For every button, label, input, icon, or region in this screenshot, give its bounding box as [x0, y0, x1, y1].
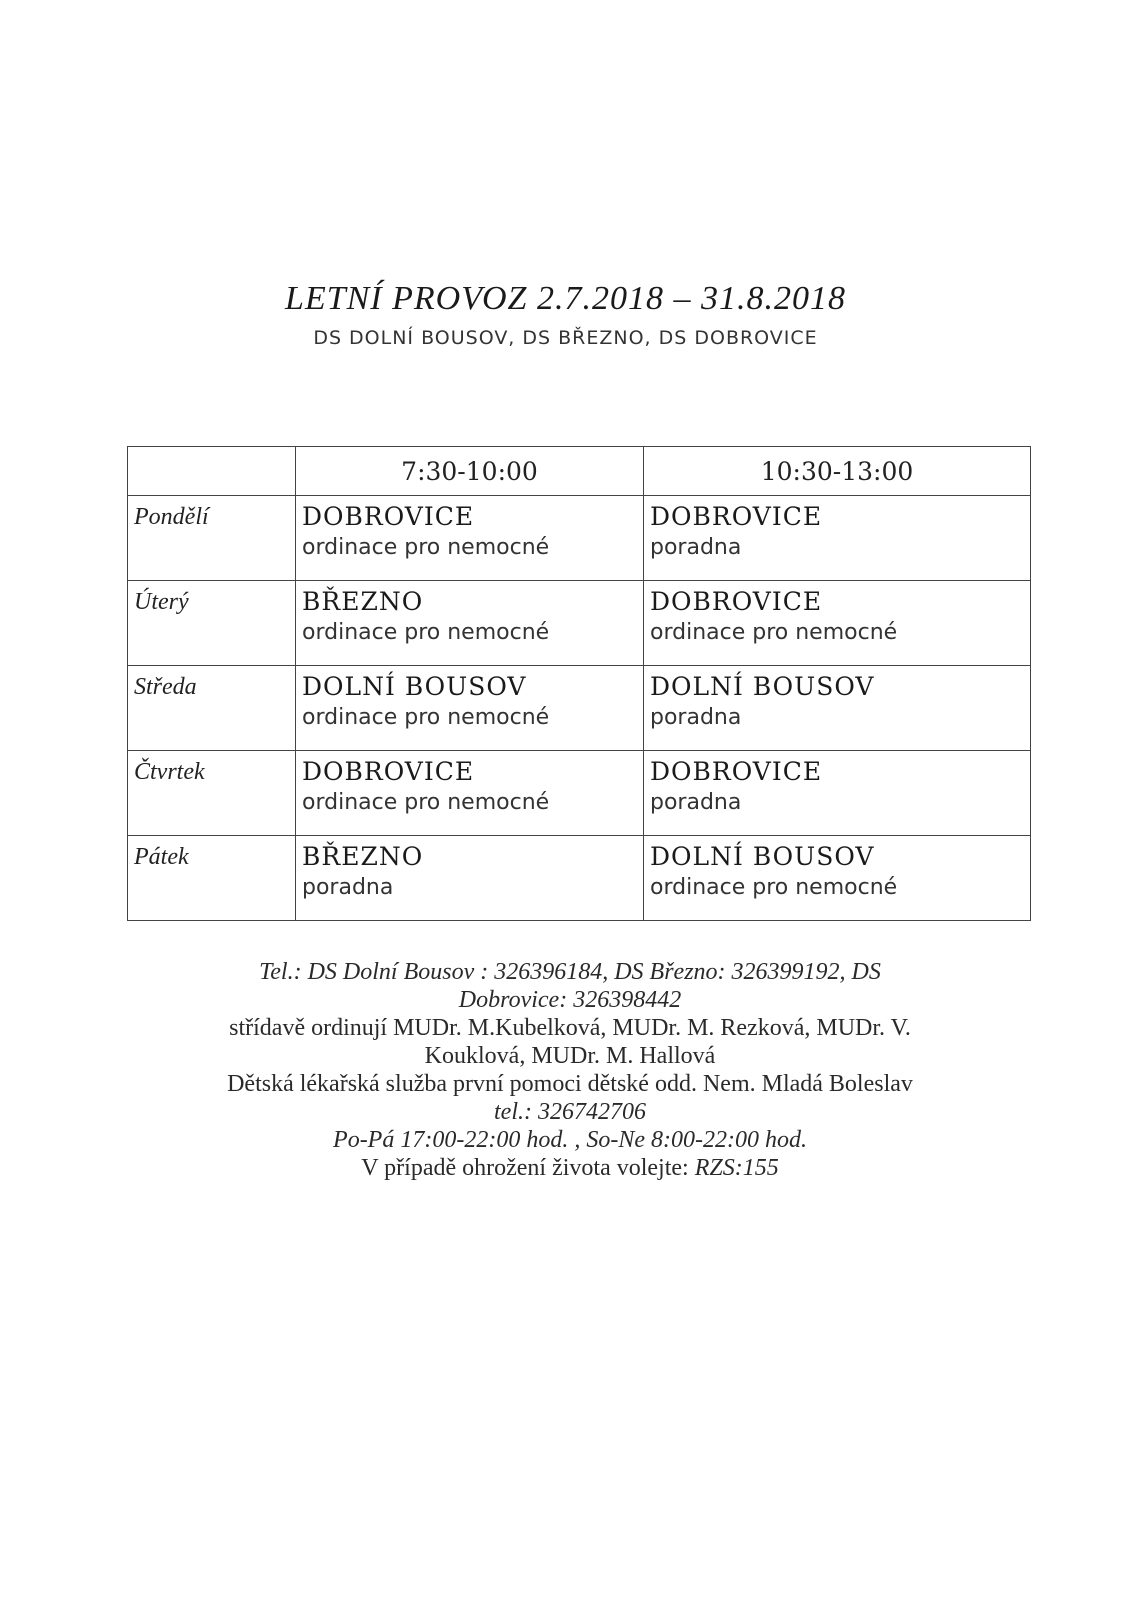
rzs-number: RZS:155: [694, 1155, 779, 1181]
noon-type: poradna: [650, 790, 742, 815]
morning-place: DOLNÍ BOUSOV: [302, 672, 527, 701]
noon-cell: [644, 496, 1031, 581]
phones-line-2: Dobrovice: 326398442: [458, 987, 682, 1013]
noon-place: DOBROVICE: [650, 757, 823, 786]
schedule-row-tuesday: [128, 581, 1031, 666]
day-name: Středa: [134, 674, 197, 700]
day-cell: [128, 666, 296, 751]
emergency-service: Dětská lékařská služba první pomoci dětské odd. Nem. Mladá Boleslav: [227, 1071, 913, 1097]
phones-line-1: Tel.: DS Dolní Bousov : 326396184, DS Březno: 326399192, DS: [259, 959, 881, 985]
noon-type: poradna: [650, 535, 742, 560]
schedule-table: [127, 446, 1031, 921]
noon-cell: [644, 751, 1031, 836]
morning-cell: [296, 666, 644, 751]
emergency-phone: tel.: 326742706: [494, 1099, 646, 1125]
header-noon-slot: 10:30-13:00: [644, 447, 1031, 496]
morning-cell: [296, 496, 644, 581]
morning-place: BŘEZNO: [302, 587, 424, 616]
day-name: Pondělí: [134, 504, 209, 530]
contact-info: [130, 958, 1010, 1183]
doctors-line-1: střídavě ordinují MUDr. M.Kubelková, MUDr. M. Rezková, MUDr. V.: [229, 1015, 911, 1041]
day-cell: [128, 581, 296, 666]
header-morning-slot: 7:30-10:00: [296, 447, 644, 496]
morning-type: poradna: [302, 875, 394, 900]
morning-place: DOBROVICE: [302, 502, 475, 531]
day-cell: [128, 751, 296, 836]
noon-type: ordinace pro nemocné: [650, 620, 898, 645]
noon-place: DOBROVICE: [650, 502, 823, 531]
morning-cell: [296, 836, 644, 921]
day-name: Čtvrtek: [134, 759, 205, 785]
day-name: Pátek: [134, 844, 189, 870]
noon-cell: [644, 581, 1031, 666]
header-day-column: [128, 447, 296, 496]
day-cell: [128, 496, 296, 581]
noon-cell: [644, 836, 1031, 921]
morning-type: ordinace pro nemocné: [302, 620, 550, 645]
schedule-header-row: [128, 447, 1031, 496]
day-cell: [128, 836, 296, 921]
page-title: LETNÍ PROVOZ 2.7.2018 – 31.8.2018: [285, 280, 846, 317]
noon-cell: [644, 666, 1031, 751]
morning-place: BŘEZNO: [302, 842, 424, 871]
schedule-row-monday: [128, 496, 1031, 581]
schedule-row-wednesday: [128, 666, 1031, 751]
morning-cell: [296, 751, 644, 836]
rzs-line: [130, 1154, 1010, 1183]
rzs-prefix: V případě ohrožení života volejte:: [361, 1155, 695, 1181]
morning-type: ordinace pro nemocné: [302, 705, 550, 730]
day-name: Úterý: [134, 589, 189, 615]
page-subtitle: DS DOLNÍ BOUSOV, DS BŘEZNO, DS DOBROVICE: [313, 327, 818, 349]
emergency-hours: Po-Pá 17:00-22:00 hod. , So-Ne 8:00-22:00 hod.: [333, 1127, 807, 1153]
morning-cell: [296, 581, 644, 666]
schedule-row-friday: [128, 836, 1031, 921]
schedule-row-thursday: [128, 751, 1031, 836]
noon-place: DOBROVICE: [650, 587, 823, 616]
noon-type: ordinace pro nemocné: [650, 875, 898, 900]
noon-place: DOLNÍ BOUSOV: [650, 842, 875, 871]
morning-place: DOBROVICE: [302, 757, 475, 786]
doctors-line-2: Kouklová, MUDr. M. Hallová: [424, 1043, 716, 1069]
morning-type: ordinace pro nemocné: [302, 790, 550, 815]
noon-type: poradna: [650, 705, 742, 730]
noon-place: DOLNÍ BOUSOV: [650, 672, 875, 701]
morning-type: ordinace pro nemocné: [302, 535, 550, 560]
